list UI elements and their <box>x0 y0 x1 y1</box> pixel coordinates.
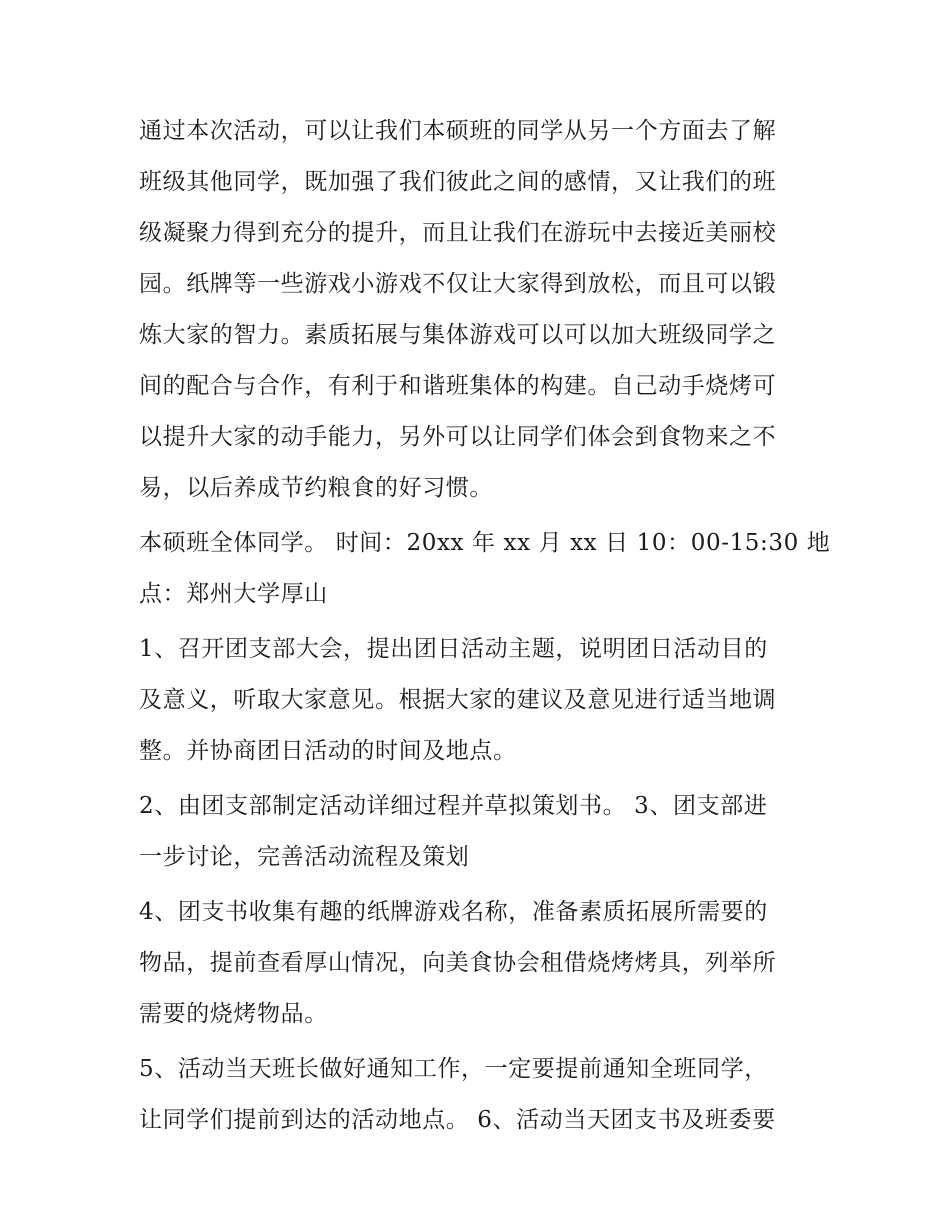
text-line: 级凝聚力得到充分的提升，而且让我们在游玩中去接近美丽校 <box>139 220 777 246</box>
text-line: 点：郑州大学厚山 <box>139 581 328 607</box>
paragraph-participants-time-place <box>139 518 831 620</box>
text-line: 本硕班全体同学。 时间：20xx 年 xx 月 xx 日 10：00-15:30 地 <box>139 530 831 556</box>
text-line: 2、由团支部制定活动详细过程并草拟策划书。 3、团支部进 <box>139 793 768 819</box>
paragraph-step-2-3 <box>139 781 819 883</box>
paragraph-step-5-6 <box>139 1044 819 1146</box>
text-line: 易，以后养成节约粮食的好习惯。 <box>139 475 493 501</box>
paragraph-activity-significance <box>139 106 819 514</box>
text-line: 园。纸牌等一些游戏小游戏不仅让大家得到放松，而且可以锻 <box>139 271 777 297</box>
text-line: 4、团支书收集有趣的纸牌游戏名称，准备素质拓展所需要的 <box>139 899 768 925</box>
text-line: 物品，提前查看厚山情况，向美食协会租借烧烤烤具，列举所 <box>139 950 777 976</box>
text-line: 需要的烧烤物品。 <box>139 1001 328 1027</box>
text-line: 一步讨论，完善活动流程及策划 <box>139 844 470 870</box>
text-line: 间的配合与合作，有利于和谐班集体的构建。自己动手烧烤可 <box>139 373 777 399</box>
text-line: 炼大家的智力。素质拓展与集体游戏可以可以加大班级同学之 <box>139 322 777 348</box>
text-line: 通过本次活动，可以让我们本硕班的同学从另一个方面去了解 <box>139 118 777 144</box>
document-body <box>139 106 831 1150</box>
paragraph-step-1 <box>139 624 819 777</box>
text-line: 及意义，听取大家意见。根据大家的建议及意见进行适当地调 <box>139 687 777 713</box>
text-line: 1、召开团支部大会，提出团日活动主题，说明团日活动目的 <box>139 636 768 662</box>
text-line: 整。并协商团日活动的时间及地点。 <box>139 738 517 764</box>
paragraph-step-4 <box>139 887 819 1040</box>
text-line: 让同学们提前到达的活动地点。 6、活动当天团支书及班委要 <box>139 1107 776 1133</box>
text-line: 5、活动当天班长做好通知工作，一定要提前通知全班同学， <box>139 1056 768 1082</box>
text-line: 班级其他同学，既加强了我们彼此之间的感情，又让我们的班 <box>139 169 777 195</box>
text-line: 以提升大家的动手能力，另外可以让同学们体会到食物来之不 <box>139 424 777 450</box>
